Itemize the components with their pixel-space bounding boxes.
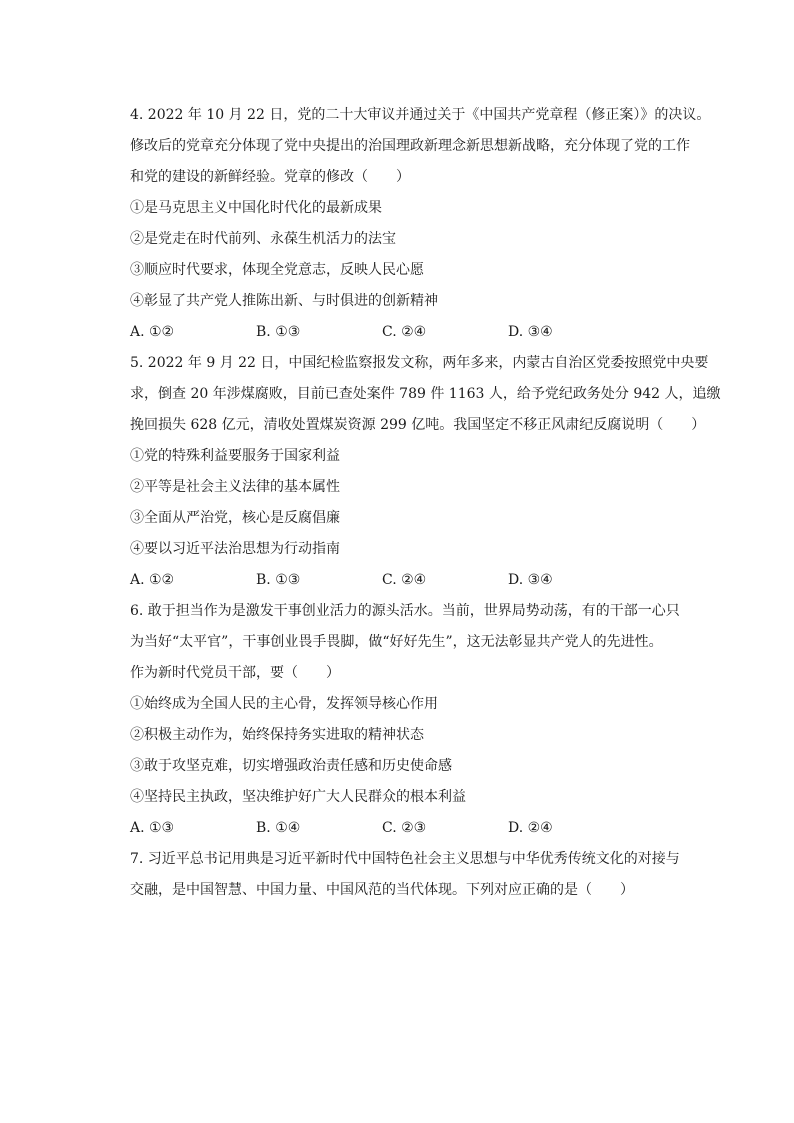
statement-option: ③全面从严治党，核心是反腐倡廉 <box>130 510 340 526</box>
question-4 <box>130 100 711 348</box>
question-6 <box>130 596 690 844</box>
answer-choice-b: B. ①④ <box>256 820 301 836</box>
question-stem-line: 和党的建设的新鲜经验。党章的修改（ ） <box>130 169 410 185</box>
answer-choice-c: C. ②③ <box>382 820 427 836</box>
answer-choice-d: D. ③④ <box>508 572 553 588</box>
question-5 <box>130 348 721 596</box>
question-stem-line: 挽回损失 628 亿元，清收处置煤炭资源 299 亿吨。我国坚定不移正风肃纪反腐说明（ ） <box>130 417 706 433</box>
question-stem-line: 交融，是中国智慧、中国力量、中国风范的当代体现。下列对应正确的是（ ） <box>130 882 634 898</box>
answer-choice-c: C. ②④ <box>382 572 427 588</box>
answer-choice-d: D. ③④ <box>508 324 553 340</box>
answer-choice-b: B. ①③ <box>256 324 301 340</box>
statement-option: ①党的特殊利益要服务于国家利益 <box>130 448 340 464</box>
answer-choice-d: D. ②④ <box>508 820 553 836</box>
statement-option: ①是马克思主义中国化时代化的最新成果 <box>130 200 382 216</box>
answer-choice-a: A. ①② <box>130 572 175 588</box>
answer-choice-a: A. ①② <box>130 324 175 340</box>
statement-option: ④彰显了共产党人推陈出新、与时俱进的创新精神 <box>130 293 438 309</box>
answer-choice-c: C. ②④ <box>382 324 427 340</box>
question-stem-line: 5. 2022 年 9 月 22 日，中国纪检监察报发文称，两年多来，内蒙古自治区党委按照党中央要 <box>130 355 709 371</box>
question-7 <box>130 844 690 906</box>
answer-choice-b: B. ①③ <box>256 572 301 588</box>
question-stem-line: 求，倒查 20 年涉煤腐败，目前已查处案件 789 件 1163 人，给予党纪政务处分 942 人，追缴 <box>130 386 721 402</box>
question-stem-line: 作为新时代党员干部，要（ ） <box>130 665 340 681</box>
exam-page <box>130 100 721 906</box>
answer-choice-a: A. ①③ <box>130 820 175 836</box>
question-stem-line: 修改后的党章充分体现了党中央提出的治国理政新理念新思想新战略，充分体现了党的工作 <box>130 138 690 154</box>
statement-option: ③敢于攻坚克难，切实增强政治责任感和历史使命感 <box>130 758 452 774</box>
statement-option: ④坚持民主执政，坚决维护好广大人民群众的根本利益 <box>130 789 466 805</box>
question-stem-line: 7. 习近平总书记用典是习近平新时代中国特色社会主义思想与中华优秀传统文化的对接与 <box>130 851 680 867</box>
answer-choices <box>130 565 690 596</box>
statement-option: ③顺应时代要求，体现全党意志，反映人民心愿 <box>130 262 424 278</box>
statement-option: ②积极主动作为，始终保持务实进取的精神状态 <box>130 727 424 743</box>
question-stem-line: 6. 敢于担当作为是激发干事创业活力的源头活水。当前，世界局势动荡，有的干部一心只 <box>130 603 680 619</box>
answer-choices <box>130 317 690 348</box>
statement-option: ②平等是社会主义法律的基本属性 <box>130 479 340 495</box>
statement-option: ④要以习近平法治思想为行动指南 <box>130 541 340 557</box>
statement-option: ②是党走在时代前列、永葆生机活力的法宝 <box>130 231 396 247</box>
question-stem-line: 4. 2022 年 10 月 22 日，党的二十大审议并通过关于《中国共产党章程（修正案）》的决议。 <box>130 107 711 123</box>
question-stem-line: 为当好“太平官”，干事创业畏手畏脚，做“好好先生”，这无法彰显共产党人的先进性。 <box>130 634 663 650</box>
statement-option: ①始终成为全国人民的主心骨，发挥领导核心作用 <box>130 696 438 712</box>
answer-choices <box>130 813 690 844</box>
